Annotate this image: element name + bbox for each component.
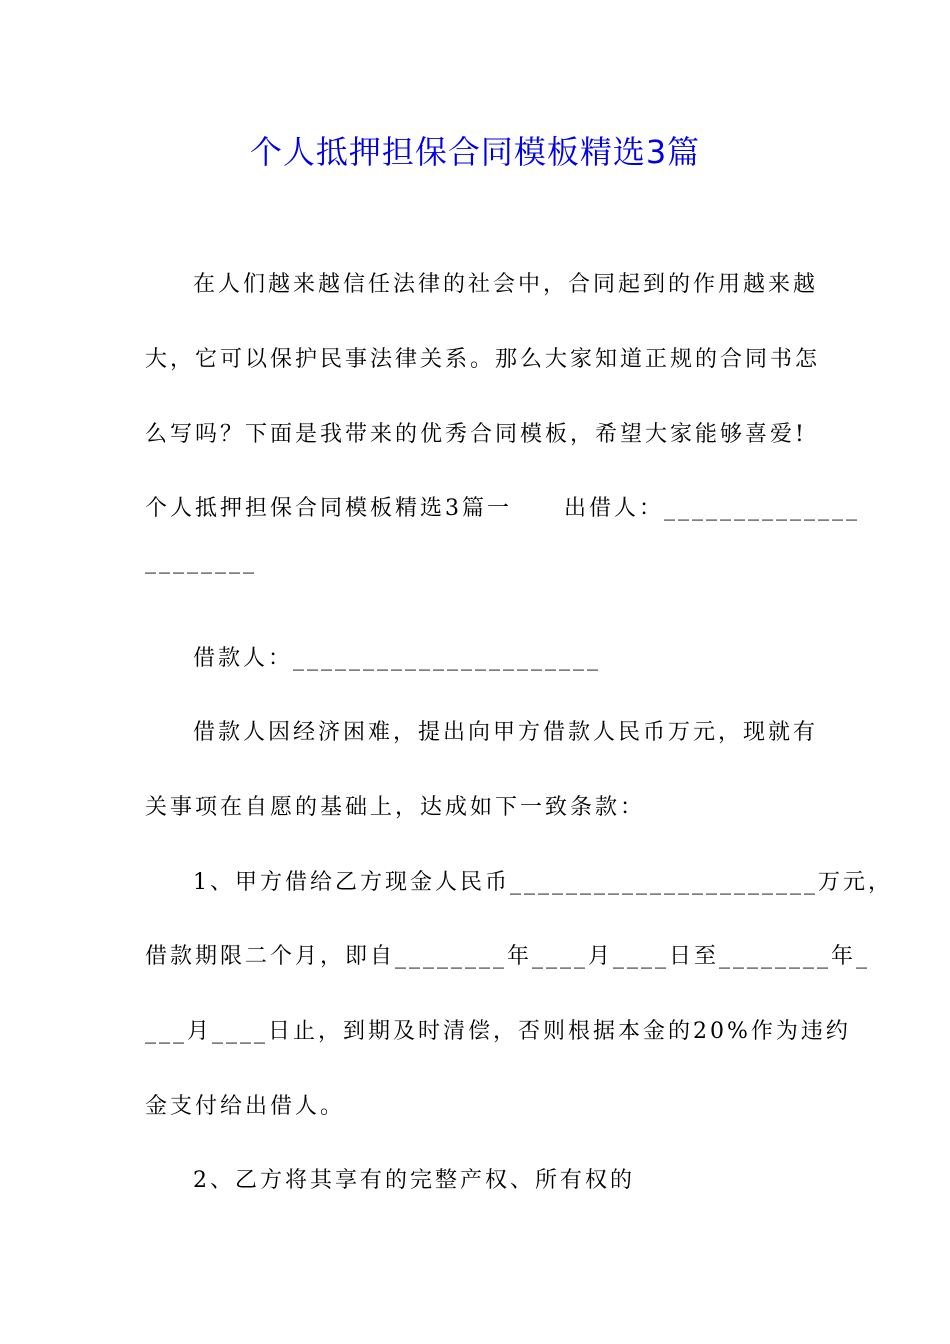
- clause-2-line: 2、乙方将其享有的完整产权、所有权的: [193, 1168, 635, 1193]
- paragraph-line: 大，它可以保护民事法律关系。那么大家知道正规的合同书怎: [145, 347, 821, 372]
- lender-field-continuation: ________: [145, 549, 257, 574]
- paragraph-line: 么写吗？下面是我带来的优秀合同模板，希望大家能够喜爱!: [145, 422, 807, 447]
- paragraph-line: 关事项在自愿的基础上，达成如下一致条款：: [145, 795, 646, 820]
- clause-1-line: 金支付给出借人。: [145, 1094, 346, 1119]
- borrower-field: 借款人：______________________: [193, 646, 602, 671]
- document-title: 个人抵押担保合同模板精选3篇: [249, 133, 701, 171]
- paragraph-line: 借款人因经济困难，提出向甲方借款人民币万元，现就有: [193, 720, 819, 745]
- section-heading-line: [145, 492, 861, 526]
- lender-field: 出借人：______________: [564, 496, 861, 521]
- section-heading: 个人抵押担保合同模板精选3篇一: [145, 496, 512, 521]
- clause-1-line: ___月____日止，到期及时清偿，否则根据本金的20%作为违约: [145, 1019, 851, 1044]
- clause-1-line: 借款期限二个月，即自________年____月____日至________年_: [145, 944, 871, 969]
- clause-1-line: 1、甲方借给乙方现金人民币______________________万元，: [193, 870, 893, 895]
- paragraph-line: 在人们越来越信任法律的社会中，合同起到的作用越来越: [193, 272, 819, 297]
